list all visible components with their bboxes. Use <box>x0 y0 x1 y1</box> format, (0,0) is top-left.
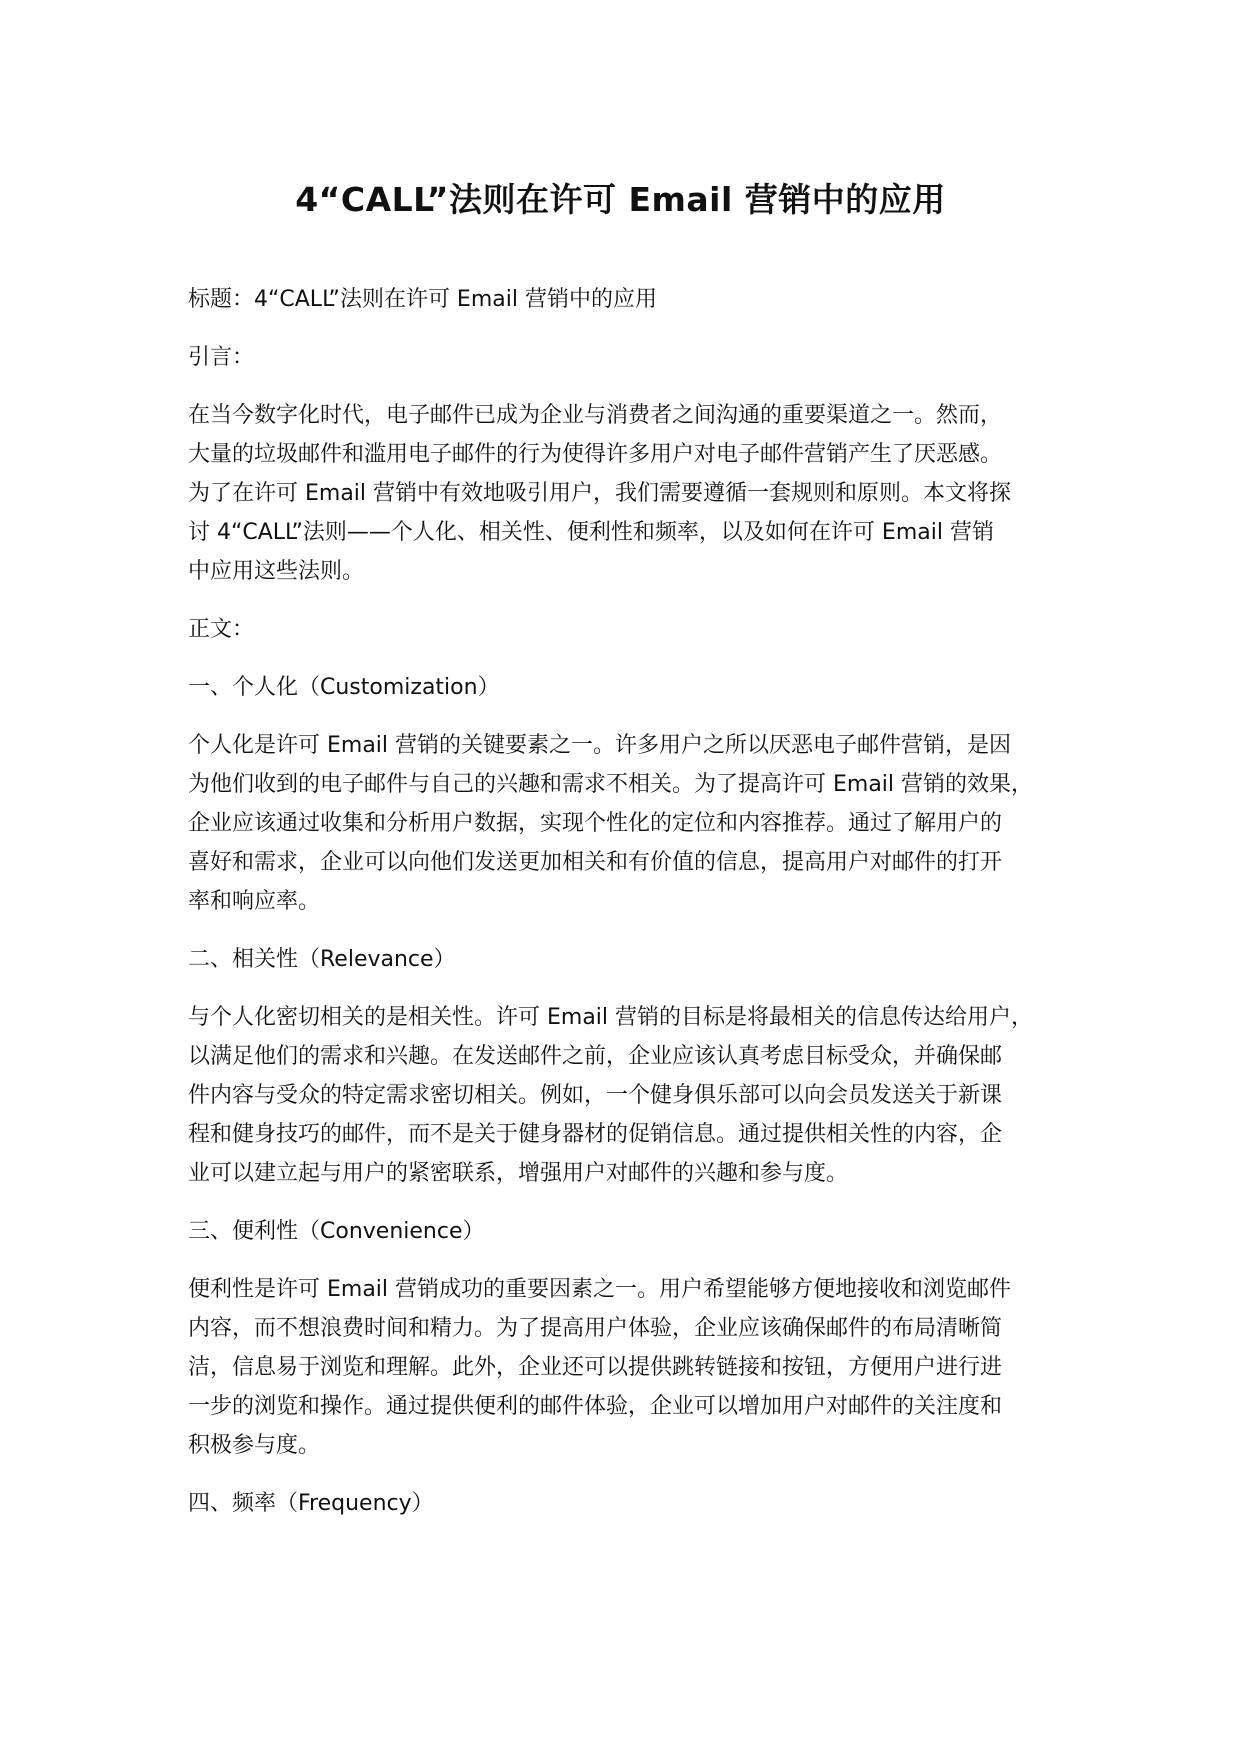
text-line: 二、相关性（Relevance） <box>188 947 456 972</box>
text-line: 一步的浏览和操作。通过提供便利的邮件体验，企业可以增加用户对邮件的关注度和 <box>188 1394 1003 1419</box>
text-line: 个人化是许可 Email 营销的关键要素之一。许多用户之所以厌恶电子邮件营销，是因 <box>188 733 1012 758</box>
text-line: 中应用这些法则。 <box>188 559 365 584</box>
text-line: 标题：4“CALL”法则在许可 Email 营销中的应用 <box>188 287 657 312</box>
text-line: 业可以建立起与用户的紧密联系，增强用户对邮件的兴趣和参与度。 <box>188 1161 849 1186</box>
section-heading-convenience <box>188 1212 1068 1251</box>
text-line: 程和健身技巧的邮件，而不是关于健身器材的促销信息。通过提供相关性的内容，企 <box>188 1122 1003 1147</box>
text-line: 讨 4“CALL”法则——个人化、相关性、便利性和频率，以及如何在许可 Email 营销 <box>188 520 994 545</box>
section-paragraph-relevance <box>188 998 1068 1193</box>
intro-heading <box>188 338 1068 377</box>
text-line: 积极参与度。 <box>188 1433 321 1458</box>
document-title: 4“CALL”法则在许可 Email 营销中的应用 <box>295 180 946 219</box>
text-line: 三、便利性（Convenience） <box>188 1219 485 1244</box>
text-line: 大量的垃圾邮件和滥用电子邮件的行为使得许多用户对电子邮件营销产生了厌恶感。 <box>188 442 1003 467</box>
text-line: 在当今数字化时代，电子邮件已成为企业与消费者之间沟通的重要渠道之一。然而， <box>188 403 1003 428</box>
section-heading-frequency <box>188 1484 1068 1523</box>
intro-paragraph <box>188 396 1068 591</box>
text-line: 率和响应率。 <box>188 889 321 914</box>
text-line: 件内容与受众的特定需求密切相关。例如，一个健身俱乐部可以向会员发送关于新课 <box>188 1083 1003 1108</box>
text-line: 洁，信息易于浏览和理解。此外，企业还可以提供跳转链接和按钮，方便用户进行进 <box>188 1355 1003 1380</box>
body-heading <box>188 610 1068 649</box>
section-paragraph-convenience <box>188 1270 1068 1465</box>
text-line: 以满足他们的需求和兴趣。在发送邮件之前，企业应该认真考虑目标受众，并确保邮 <box>188 1044 1003 1069</box>
text-line: 企业应该通过收集和分析用户数据，实现个性化的定位和内容推荐。通过了解用户的 <box>188 811 1003 836</box>
text-line: 为他们收到的电子邮件与自己的兴趣和需求不相关。为了提高许可 Email 营销的效果， <box>188 772 1034 797</box>
text-line: 引言： <box>188 345 255 370</box>
text-line: 喜好和需求，企业可以向他们发送更加相关和有价值的信息，提高用户对邮件的打开 <box>188 850 1003 875</box>
section-paragraph-customization <box>188 726 1068 921</box>
section-heading-relevance <box>188 940 1068 979</box>
text-line: 便利性是许可 Email 营销成功的重要因素之一。用户希望能够方便地接收和浏览邮件 <box>188 1277 1012 1302</box>
text-line: 一、个人化（Customization） <box>188 675 500 700</box>
subtitle-line <box>188 280 1068 319</box>
text-line: 内容，而不想浪费时间和精力。为了提高用户体验，企业应该确保邮件的布局清晰简 <box>188 1316 1003 1341</box>
text-line: 与个人化密切相关的是相关性。许可 Email 营销的目标是将最相关的信息传达给用户， <box>188 1005 1034 1030</box>
text-line: 正文： <box>188 617 255 642</box>
document-body <box>188 280 1068 1542</box>
text-line: 四、频率（Frequency） <box>188 1491 434 1516</box>
text-line: 为了在许可 Email 营销中有效地吸引用户，我们需要遵循一套规则和原则。本文将探 <box>188 481 1012 506</box>
section-heading-customization <box>188 668 1068 707</box>
